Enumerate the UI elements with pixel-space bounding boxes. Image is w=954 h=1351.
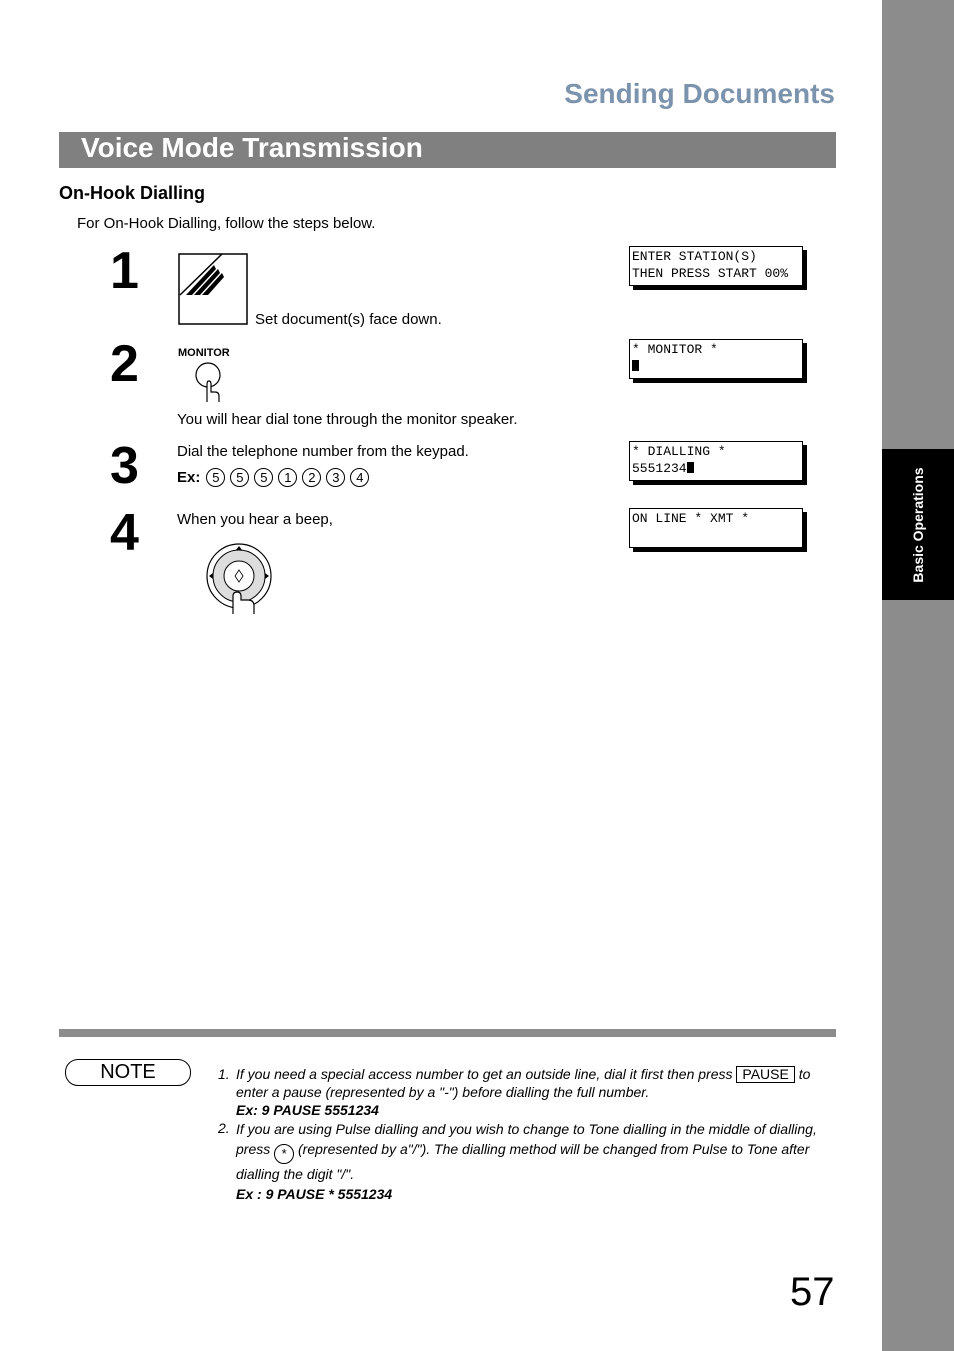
lcd-line: * DIALLING *: [632, 444, 726, 459]
note-item-2-example: Ex : 9 PAUSE * 5551234: [236, 1186, 393, 1202]
lcd-line: * MONITOR *: [632, 342, 718, 357]
lcd-line: ENTER STATION(S): [632, 249, 757, 264]
page-number: 57: [790, 1270, 835, 1314]
step-4-text: When you hear a beep,: [177, 511, 333, 528]
star-key-icon: *: [274, 1144, 294, 1164]
keypad-digit: 5: [206, 468, 225, 487]
step-1-text: Set document(s) face down.: [255, 311, 442, 328]
monitor-button-icon: [195, 362, 225, 404]
step-number-2: 2: [110, 335, 139, 393]
note-item-1-number: 1.: [218, 1066, 230, 1082]
step-number-3: 3: [110, 437, 139, 495]
note-item-1-text-a: If you need a special access number to get an outside line, dial it first then press: [236, 1066, 733, 1082]
note-item-1-example: Ex: 9 PAUSE 5551234: [236, 1102, 379, 1118]
note-item-2-number: 2.: [218, 1120, 230, 1136]
keypad-digit: 4: [350, 468, 369, 487]
page-header-title: Sending Documents: [564, 78, 835, 109]
example-label: Ex:: [177, 469, 201, 486]
step-number-1: 1: [110, 242, 139, 300]
example-digits: [177, 468, 374, 487]
chapter-tab: [882, 449, 954, 600]
document-face-down-icon: [178, 253, 248, 325]
note-item-1-text-b: to enter a pause (represented by a "-") before dialling the full number.: [236, 1066, 811, 1100]
note-label: NOTE: [65, 1059, 191, 1086]
keypad-digit: 2: [302, 468, 321, 487]
monitor-button-label: MONITOR: [178, 347, 230, 359]
step-2-text: You will hear dial tone through the monitor speaker.: [177, 411, 518, 428]
section-banner: [59, 132, 836, 168]
lcd-line: THEN PRESS START 00%: [632, 266, 789, 281]
note-item-2: [236, 1119, 834, 1204]
section-divider: [59, 1029, 836, 1037]
lcd-line: ON LINE * XMT *: [632, 511, 750, 526]
lcd-display-step-4: [629, 508, 803, 548]
lcd-cursor: [632, 360, 639, 371]
keypad-digit: 5: [254, 468, 273, 487]
keypad-digit: 1: [278, 468, 297, 487]
subsection-heading: On-Hook Dialling: [59, 183, 205, 203]
lcd-display-step-2: [629, 339, 803, 379]
banner-title: Voice Mode Transmission: [81, 132, 423, 163]
note-item-2-text-a: If you are using Pulse dialling and you wish to change to Tone dialling in the middle of dialling, press: [236, 1121, 817, 1157]
start-button-icon: [176, 534, 302, 614]
keypad-digit: 3: [326, 468, 345, 487]
lcd-cursor: [687, 462, 694, 473]
note-item-1: [236, 1065, 834, 1119]
lcd-line: 5551234: [632, 461, 687, 476]
lcd-display-step-1: [629, 246, 803, 286]
intro-text: For On-Hook Dialling, follow the steps below.: [77, 215, 376, 232]
step-number-4: 4: [110, 504, 139, 562]
side-margin-bar: [882, 0, 954, 1351]
keypad-digit: 5: [230, 468, 249, 487]
lcd-display-step-3: [629, 441, 803, 481]
note-item-2-text-b: (represented by a"/"). The dialling method will be changed from Pulse to Tone after dialling the digit "/".: [236, 1141, 810, 1182]
step-3-text: Dial the telephone number from the keypad.: [177, 443, 469, 460]
pause-key: PAUSE: [736, 1066, 794, 1083]
chapter-tab-label: Basic Operations: [910, 466, 926, 583]
